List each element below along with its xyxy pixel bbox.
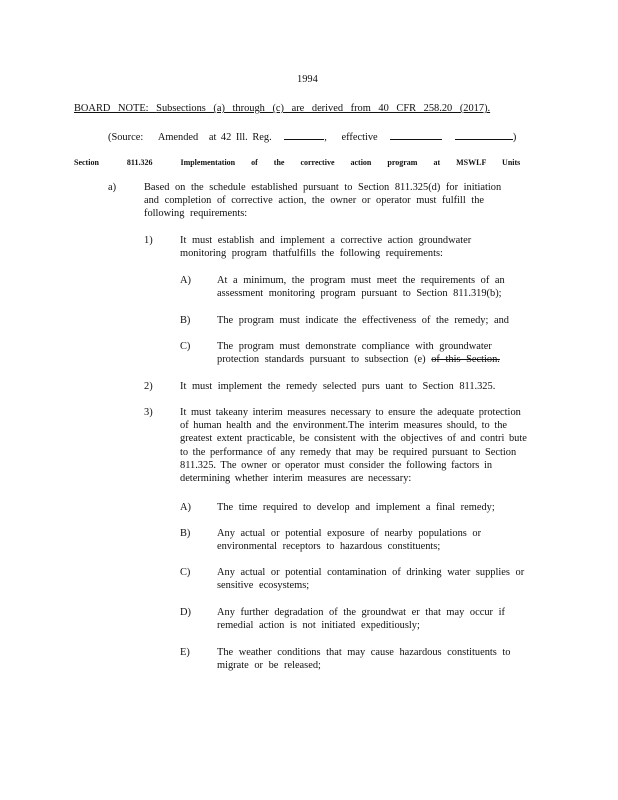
item3-A-label: A) <box>180 502 191 513</box>
section-heading <box>74 156 521 169</box>
item3-C-text: Any actual or potential contamination of drinking water supplies or sensitive ecosystems; <box>217 567 525 592</box>
source-line: (Source: Amended at 42 Ill. Reg. , effective ) <box>108 129 516 144</box>
item1-A-label: A) <box>180 275 191 286</box>
item1-text: It must establish and implement a corrective action groundwater monitoring program thatfulfills the following requirements: <box>180 235 472 260</box>
item1-C-block <box>217 340 507 366</box>
item1-label: 1) <box>144 235 153 246</box>
item3-B-label: B) <box>180 528 191 539</box>
source-close: ) <box>512 132 517 143</box>
item2-text: It must implement the remedy selected purs uant to Section 811.325. <box>180 381 496 392</box>
item3-label: 3) <box>144 407 153 418</box>
a-label: a) <box>108 182 117 193</box>
item3-text: It must takeany interim measures necessary to ensure the adequate protection of human health and the environment.The interim measures should, to the greatest extent practicable, be consistent with the objectives of and contri bute to the performance of any remedy that may be required pursuant to Section 811.325. The owner or operator must consider the following factors in determining whether interim measures are necessary: <box>180 407 527 485</box>
board-note <box>74 102 491 115</box>
effective-date-blank-2 <box>455 129 513 140</box>
item3-A-text: The time required to develop and implement a final remedy; <box>217 502 495 513</box>
board-note-text: Subsections (a) through (c) are derived from 40 CFR 258.20 (2017). <box>156 103 491 114</box>
item1-C-text: The program must demonstrate compliance with groundwater protection standards pursuant to subsection (e) <box>217 341 492 366</box>
item1-C-label: C) <box>180 341 191 352</box>
item2-label: 2) <box>144 381 153 392</box>
a-text: Based on the schedule established pursuant to Section 811.325(d) for initiation and completion of corrective action, the owner or operator must fulfill the following requirements: <box>144 182 502 220</box>
source-amended: Amended <box>157 132 199 143</box>
item3-C-label: C) <box>180 567 191 578</box>
source-effective: effective <box>341 132 378 143</box>
section-word: Section <box>74 158 99 167</box>
section-title: Implementation of the corrective action program at MSWLF Units <box>180 158 521 167</box>
item3-D-label: D) <box>180 607 191 618</box>
source-label: (Source: <box>108 132 144 143</box>
effective-date-blank <box>390 129 442 140</box>
page-number: 1994 <box>297 74 318 85</box>
source-register: at 42 Ill. Reg. <box>208 132 272 143</box>
item1-B-label: B) <box>180 315 191 326</box>
register-blank <box>284 129 324 140</box>
section-number: 811.326 <box>126 158 153 167</box>
board-note-prefix: BOARD NOTE: <box>74 103 149 114</box>
item1-B-text: The program must indicate the effectiveness of the remedy; and <box>217 315 509 326</box>
item3-D-text: Any further degradation of the groundwat er that may occur if remedial action is not initiated expeditiously; <box>217 607 505 632</box>
item3-B-text: Any actual or potential exposure of nearby populations or environmental receptors to hazardous constituents; <box>217 528 482 553</box>
item1-A-text: At a minimum, the program must meet the requirements of an assessment monitoring program pursuant to Section 811.319(b); <box>217 275 505 300</box>
item1-C-struck-text: of this Section. <box>431 354 500 366</box>
item3-E-label: E) <box>180 647 190 658</box>
item3-E-text: The weather conditions that may cause hazardous constituents to migrate or be released; <box>217 647 511 672</box>
